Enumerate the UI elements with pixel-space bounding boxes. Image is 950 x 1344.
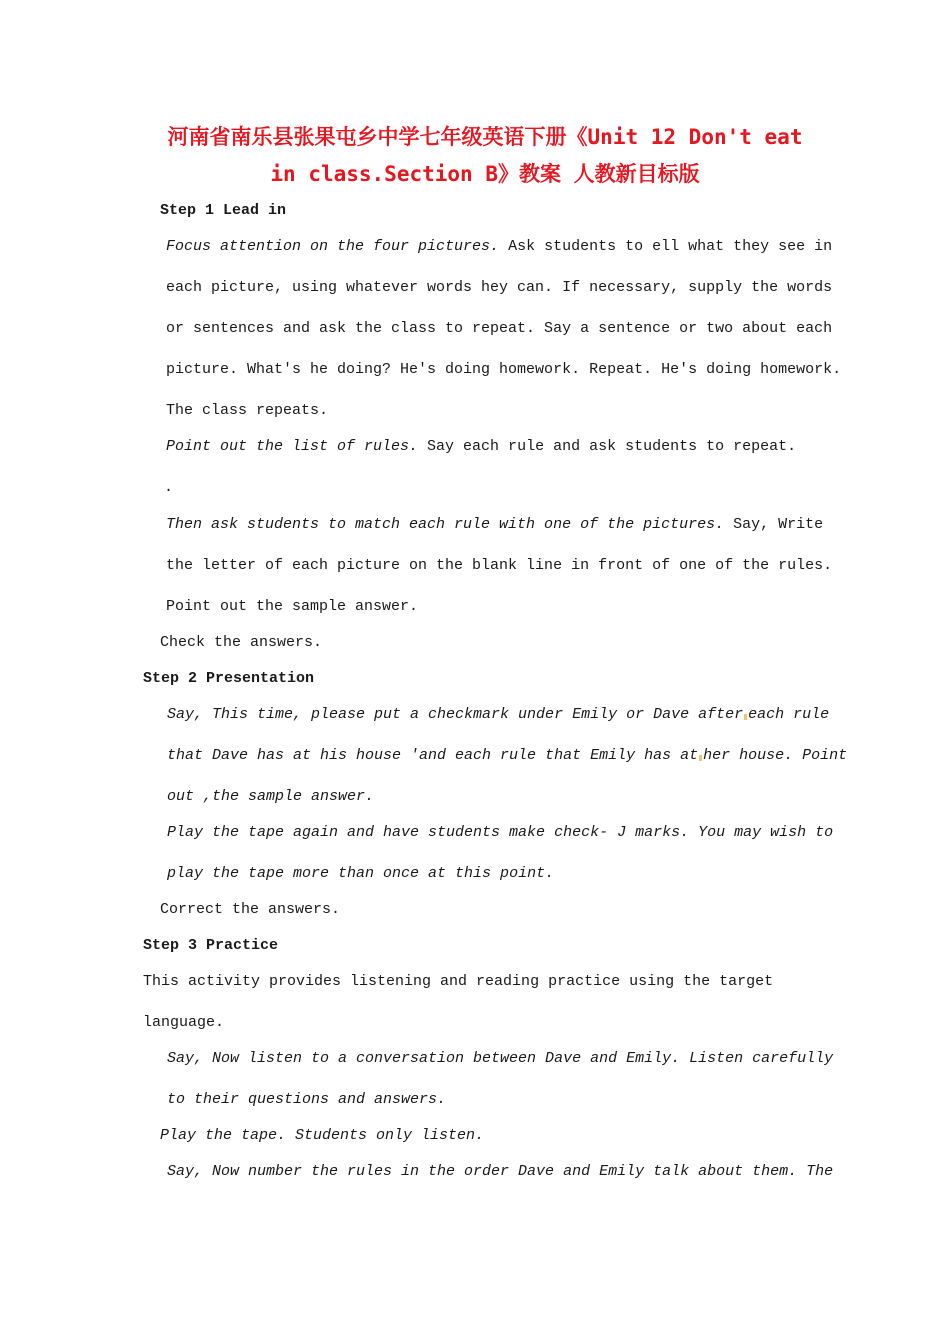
step1-paragraph3-line1 [166,515,823,535]
step3-paragraph1-line2: language. [143,1014,225,1031]
step1-p2-rest: Say each rule and ask students to repeat. [418,438,797,455]
step2-p1-line1a: Say, This time, please put a checkmark under Emily or Dave after [167,706,744,723]
step1-paragraph1-line3: or sentences and ask the class to repeat. Say a sentence or two about each [166,320,833,337]
step2-p2-line2b: he tape more than once at this point. [221,865,555,882]
step1-paragraph2 [166,437,796,457]
step1-p1-rest: Ask students to ell what they see in [499,238,833,255]
step2-paragraph3: Correct the answers. [160,901,341,918]
step2-p2-line2a: play t [167,865,222,882]
step1-paragraph1-line5: The class repeats. [166,402,329,419]
step1-paragraph1-line4: picture. What's he doing? He's doing homework. Repeat. He's doing homework. [166,361,842,378]
step2-paragraph1-line1 [167,705,829,725]
highlight-mark [744,714,747,720]
step3-heading: Step 3 Practice [143,937,279,954]
document-title-line-1: 河南省南乐县张果屯乡中学七年级英语下册《Unit 12 Don't eat [167,125,803,149]
step1-paragraph3-line3: Point out the sample answer. [166,598,419,615]
document-title-line-2: in class.Section B》教案 人教新目标版 [270,162,700,186]
step3-paragraph1-line1: This activity provides listening and reading practice using the target [143,973,774,990]
step1-paragraph1-line1 [166,237,832,257]
step1-p1-italic: Focus attention on the four pictures. [166,238,500,255]
step2-paragraph2-line2 [167,864,554,884]
step1-heading: Step 1 Lead in [160,202,287,219]
step3-paragraph2-line1: Say, Now listen to a conversation between Dave and Emily. Listen carefully [167,1050,834,1067]
step1-p3-rest: Say, Write [724,516,824,533]
step2-heading: Step 2 Presentation [143,670,315,687]
step1-paragraph3-line2: the letter of each picture on the blank line in front of one of the rules. [166,557,833,574]
step2-paragraph1-line3: out ,the sample answer. [167,788,375,805]
step2-paragraph1-line2 [167,746,847,766]
step2-paragraph2-line1: Play the tape again and have students make check- J marks. You may wish to [167,824,834,841]
step2-p1-line1b: each rule [748,706,830,723]
step1-paragraph4: Check the answers. [160,634,323,651]
step3-paragraph2-line2: to their questions and answers. [167,1091,447,1108]
step1-stray-dot: . [164,479,174,496]
step3-paragraph4-line1: Say, Now number the rules in the order Dave and Emily talk about them. The [167,1163,834,1180]
step3-paragraph3: Play the tape. Students only listen. [160,1127,485,1144]
step1-p2-italic: Point out the list of rules. [166,438,419,455]
step2-p1-line2a: that Dave has at his house 'and each rule that Emily has at [167,747,699,764]
highlight-mark [699,755,702,761]
step2-p1-line2b: her house. Point [703,747,848,764]
step1-paragraph1-line2: each picture, using whatever words hey can. If necessary, supply the words [166,279,833,296]
step1-p3-italic: Then ask students to match each rule with one of the pictures. [166,516,725,533]
